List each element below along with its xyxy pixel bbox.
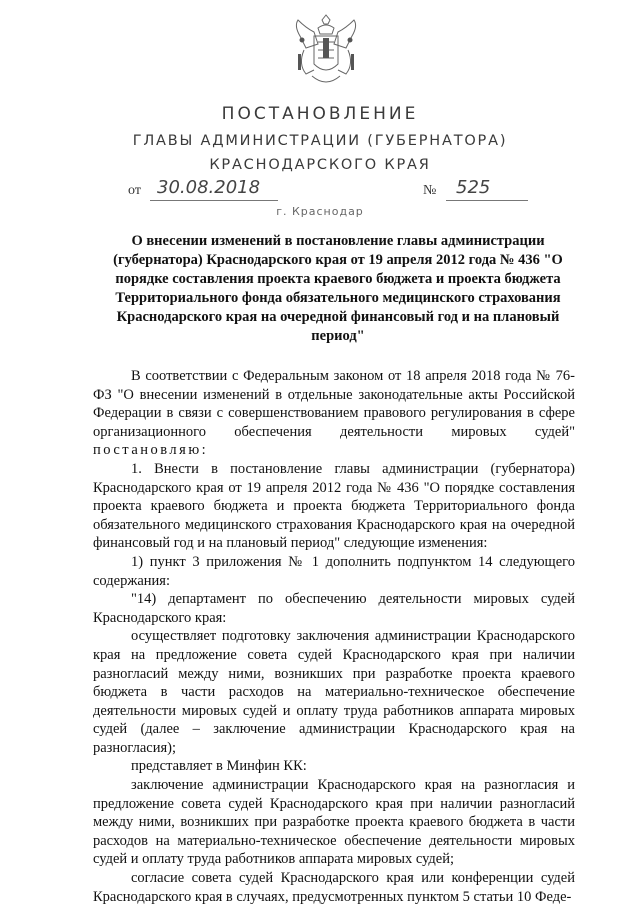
body-paragraph: 1) пункт 3 приложения № 1 дополнить подпунктом 14 следующего содержания: bbox=[93, 553, 575, 589]
body-paragraph: 1. Внести в постановление главы администрации (губернатора) Краснодарского края от 19 апреля 2012 года № 436 "О порядке составления проекта краевого бюджета и проекта бюджета Территориального фонда обязательного медицинского страхования Краснодарского края на очередной финансовый год и на плановый период" следующие изменения: bbox=[93, 460, 575, 552]
coat-of-arms-emblem bbox=[292, 14, 360, 90]
body-paragraph: заключение администрации Краснодарского края на разногласия и предложение совета судей Краснодарского края при наличии разногласий между ними, возникших при разработке проекта краевого бюджета в части расходов на материально-техническое обеспечение деятельности мировых судей и оплату труда работников аппарата мировых судей; bbox=[93, 777, 575, 868]
body-paragraph: осуществляет подготовку заключения администрации Краснодарского края на предложение совета судей Краснодарского края при наличии разногласий между ними, возникших при разработке проекта краевого бюджета в части расходов на материально-техническое обеспечение деятельности мировых судей и оплату труда работников аппарата мировых судей (далее – заключение администрации Краснодарского края на разногласия); bbox=[93, 628, 575, 756]
body-paragraph: согласие совета судей Краснодарского края или конференции судей Краснодарского края в случаях, предусмотренных пунктом 5 статьи 10 Феде- bbox=[93, 870, 575, 905]
date-prefix: от bbox=[128, 183, 141, 198]
number-prefix: № bbox=[423, 183, 437, 198]
date-underline bbox=[150, 200, 278, 201]
resolve-word: постановляю: bbox=[93, 442, 209, 459]
city-label: г. Краснодар bbox=[276, 205, 364, 218]
preamble-text: В соответствии с Федеральным законом от 18 апреля 2018 года № 76-ФЗ "О внесении изменений в отдельные законодательные акты Российской Федерации в связи с совершенствованием правового регулирования в сфере организационного обеспечения деятельности мировых судей" bbox=[93, 368, 575, 440]
body-paragraph: "14) департамент по обеспечению деятельности мировых судей Краснодарского края: bbox=[93, 591, 575, 626]
issuer-heading-line1: ГЛАВЫ АДМИНИСТРАЦИИ (ГУБЕРНАТОРА) bbox=[132, 133, 508, 149]
document-type-heading: ПОСТАНОВЛЕНИЕ bbox=[221, 104, 419, 124]
document-body bbox=[93, 367, 575, 906]
document-number: 525 bbox=[456, 177, 491, 198]
issuer-heading-line2: КРАСНОДАРСКОГО КРАЯ bbox=[209, 157, 431, 173]
body-paragraph: представляет в Минфин КК: bbox=[131, 758, 307, 775]
body-paragraph bbox=[93, 367, 575, 460]
number-underline bbox=[446, 200, 528, 201]
document-date: 30.08.2018 bbox=[157, 177, 261, 198]
document-title: О внесении изменений в постановление главы администрации (губернатора) Краснодарского края от 19 апреля 2012 года № 436 "О порядке составления проекта краевого бюджета и проекта бюджета Территориального фонда обязательного медицинского страхования Краснодарского края на очередной финансовый год и на плановый период" bbox=[113, 233, 563, 344]
